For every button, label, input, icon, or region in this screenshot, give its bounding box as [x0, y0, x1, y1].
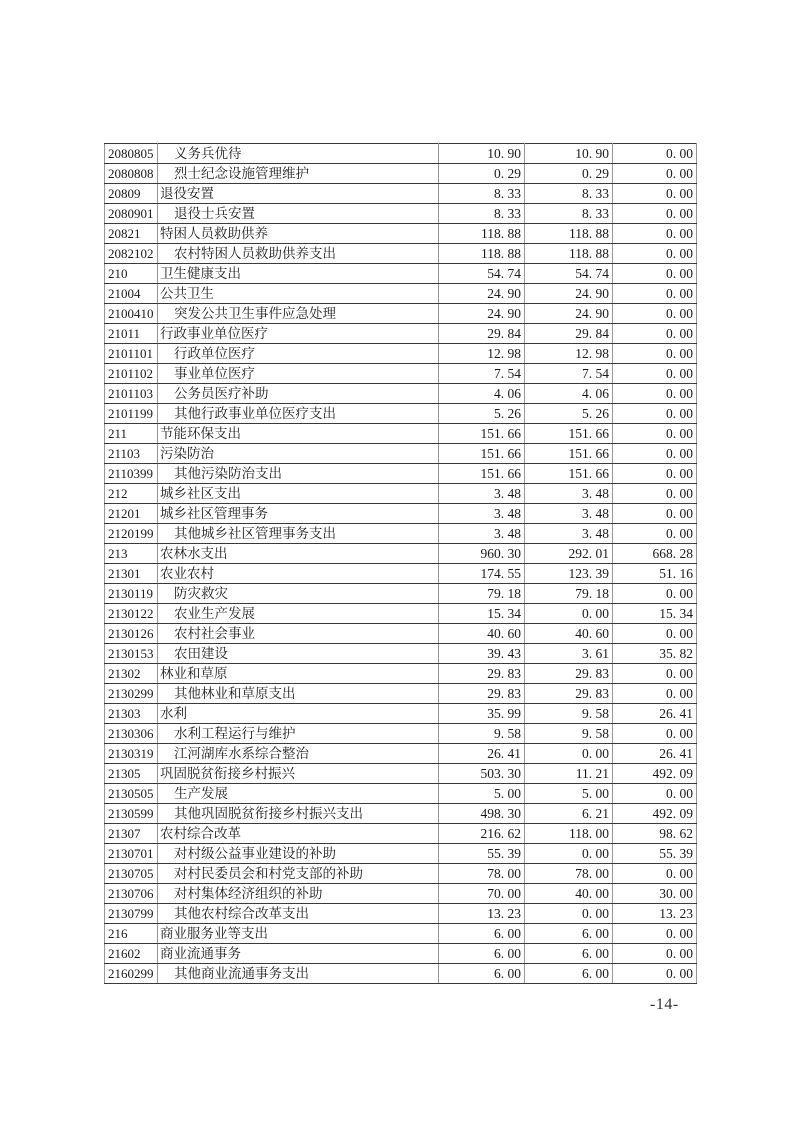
row-value-2: 6. 00	[525, 944, 613, 964]
row-value-2: 0. 00	[525, 744, 613, 764]
row-value-2: 0. 29	[525, 164, 613, 184]
row-name: 污染防治	[158, 444, 439, 464]
row-value-1: 6. 00	[439, 924, 525, 944]
row-value-2: 40. 60	[525, 624, 613, 644]
row-value-1: 79. 18	[439, 584, 525, 604]
table-row	[105, 304, 697, 324]
table-row	[105, 424, 697, 444]
row-value-3: 0. 00	[613, 464, 697, 484]
row-code: 2130299	[105, 684, 158, 704]
row-value-1: 13. 23	[439, 904, 525, 924]
row-value-3: 0. 00	[613, 864, 697, 884]
row-value-3: 15. 34	[613, 604, 697, 624]
row-code: 2130505	[105, 784, 158, 804]
row-value-2: 151. 66	[525, 464, 613, 484]
row-code: 2130306	[105, 724, 158, 744]
row-value-2: 29. 83	[525, 664, 613, 684]
table-row	[105, 684, 697, 704]
row-code: 2100410	[105, 304, 158, 324]
row-code: 2130153	[105, 644, 158, 664]
row-value-3: 0. 00	[613, 724, 697, 744]
row-code: 2160299	[105, 964, 158, 984]
table-row	[105, 144, 697, 164]
row-value-1: 151. 66	[439, 424, 525, 444]
row-name: 节能环保支出	[158, 424, 439, 444]
table-row	[105, 264, 697, 284]
table-row	[105, 884, 697, 904]
row-value-3: 0. 00	[613, 204, 697, 224]
row-value-2: 78. 00	[525, 864, 613, 884]
row-value-1: 39. 43	[439, 644, 525, 664]
row-name: 农村综合改革	[158, 824, 439, 844]
row-value-3: 0. 00	[613, 424, 697, 444]
row-value-3: 0. 00	[613, 144, 697, 164]
row-code: 211	[105, 424, 158, 444]
row-value-1: 6. 00	[439, 964, 525, 984]
table-row	[105, 364, 697, 384]
row-value-2: 151. 66	[525, 424, 613, 444]
row-value-3: 0. 00	[613, 384, 697, 404]
page-number: -14-	[650, 996, 679, 1013]
row-value-3: 30. 00	[613, 884, 697, 904]
budget-table-body	[105, 144, 697, 984]
table-row	[105, 944, 697, 964]
row-value-2: 0. 00	[525, 604, 613, 624]
row-code: 216	[105, 924, 158, 944]
budget-table	[104, 143, 697, 984]
row-value-1: 8. 33	[439, 204, 525, 224]
row-value-2: 3. 61	[525, 644, 613, 664]
row-value-3: 0. 00	[613, 784, 697, 804]
row-value-1: 5. 26	[439, 404, 525, 424]
row-value-1: 960. 30	[439, 544, 525, 564]
row-value-1: 498. 30	[439, 804, 525, 824]
table-row	[105, 764, 697, 784]
row-value-3: 492. 09	[613, 804, 697, 824]
row-code: 21303	[105, 704, 158, 724]
row-code: 2101199	[105, 404, 158, 424]
table-row	[105, 844, 697, 864]
row-value-2: 29. 83	[525, 684, 613, 704]
row-name: 对村集体经济组织的补助	[158, 884, 439, 904]
table-row	[105, 584, 697, 604]
row-name: 其他农村综合改革支出	[158, 904, 439, 924]
table-row	[105, 504, 697, 524]
row-value-2: 24. 90	[525, 304, 613, 324]
table-row	[105, 164, 697, 184]
row-value-2: 12. 98	[525, 344, 613, 364]
row-value-3: 0. 00	[613, 924, 697, 944]
row-name: 水利工程运行与维护	[158, 724, 439, 744]
table-row	[105, 604, 697, 624]
row-value-2: 118. 88	[525, 244, 613, 264]
table-row	[105, 324, 697, 344]
table-row	[105, 644, 697, 664]
row-name: 退役士兵安置	[158, 204, 439, 224]
row-code: 2130799	[105, 904, 158, 924]
row-value-2: 0. 00	[525, 844, 613, 864]
row-value-3: 0. 00	[613, 944, 697, 964]
row-code: 2130119	[105, 584, 158, 604]
row-code: 2101101	[105, 344, 158, 364]
row-value-3: 0. 00	[613, 364, 697, 384]
row-code: 210	[105, 264, 158, 284]
row-name: 其他污染防治支出	[158, 464, 439, 484]
row-value-2: 10. 90	[525, 144, 613, 164]
row-code: 213	[105, 544, 158, 564]
row-name: 水利	[158, 704, 439, 724]
row-value-3: 0. 00	[613, 304, 697, 324]
row-name: 突发公共卫生事件应急处理	[158, 304, 439, 324]
row-name: 其他巩固脱贫衔接乡村振兴支出	[158, 804, 439, 824]
row-code: 212	[105, 484, 158, 504]
row-value-1: 5. 00	[439, 784, 525, 804]
row-code: 2080901	[105, 204, 158, 224]
row-value-3: 35. 82	[613, 644, 697, 664]
table-row	[105, 464, 697, 484]
row-value-1: 29. 83	[439, 684, 525, 704]
row-name: 公共卫生	[158, 284, 439, 304]
table-row	[105, 804, 697, 824]
row-code: 2130599	[105, 804, 158, 824]
row-name: 其他行政事业单位医疗支出	[158, 404, 439, 424]
row-value-2: 24. 90	[525, 284, 613, 304]
row-value-2: 6. 00	[525, 924, 613, 944]
row-name: 事业单位医疗	[158, 364, 439, 384]
row-value-3: 0. 00	[613, 664, 697, 684]
row-code: 2130705	[105, 864, 158, 884]
row-value-1: 24. 90	[439, 284, 525, 304]
table-row	[105, 704, 697, 724]
row-value-2: 3. 48	[525, 524, 613, 544]
row-name: 商业服务业等支出	[158, 924, 439, 944]
row-value-3: 51. 16	[613, 564, 697, 584]
row-value-2: 151. 66	[525, 444, 613, 464]
row-value-3: 0. 00	[613, 964, 697, 984]
row-value-1: 24. 90	[439, 304, 525, 324]
table-row	[105, 204, 697, 224]
row-code: 21004	[105, 284, 158, 304]
row-value-2: 9. 58	[525, 724, 613, 744]
row-name: 农业农村	[158, 564, 439, 584]
row-code: 21201	[105, 504, 158, 524]
table-row	[105, 564, 697, 584]
row-code: 2120199	[105, 524, 158, 544]
row-value-2: 0. 00	[525, 904, 613, 924]
row-code: 2130319	[105, 744, 158, 764]
row-value-2: 292. 01	[525, 544, 613, 564]
row-code: 21011	[105, 324, 158, 344]
row-name: 农田建设	[158, 644, 439, 664]
row-value-3: 0. 00	[613, 484, 697, 504]
row-value-2: 3. 48	[525, 484, 613, 504]
row-value-2: 5. 26	[525, 404, 613, 424]
row-value-2: 6. 21	[525, 804, 613, 824]
row-value-2: 7. 54	[525, 364, 613, 384]
row-code: 21305	[105, 764, 158, 784]
row-value-2: 8. 33	[525, 204, 613, 224]
row-value-1: 9. 58	[439, 724, 525, 744]
row-value-3: 0. 00	[613, 284, 697, 304]
row-value-3: 0. 00	[613, 684, 697, 704]
row-code: 2130126	[105, 624, 158, 644]
row-name: 农业生产发展	[158, 604, 439, 624]
row-name: 公务员医疗补助	[158, 384, 439, 404]
row-value-3: 13. 23	[613, 904, 697, 924]
row-value-3: 55. 39	[613, 844, 697, 864]
row-value-3: 0. 00	[613, 184, 697, 204]
row-name: 林业和草原	[158, 664, 439, 684]
row-value-1: 78. 00	[439, 864, 525, 884]
row-value-3: 0. 00	[613, 584, 697, 604]
row-value-2: 118. 00	[525, 824, 613, 844]
row-name: 其他林业和草原支出	[158, 684, 439, 704]
row-code: 2130122	[105, 604, 158, 624]
row-name: 商业流通事务	[158, 944, 439, 964]
row-name: 卫生健康支出	[158, 264, 439, 284]
row-value-1: 174. 55	[439, 564, 525, 584]
table-row	[105, 484, 697, 504]
row-name: 农村特困人员救助供养支出	[158, 244, 439, 264]
row-name: 其他商业流通事务支出	[158, 964, 439, 984]
row-value-1: 55. 39	[439, 844, 525, 864]
row-value-1: 4. 06	[439, 384, 525, 404]
table-row	[105, 224, 697, 244]
row-value-1: 15. 34	[439, 604, 525, 624]
row-value-3: 0. 00	[613, 244, 697, 264]
row-value-1: 54. 74	[439, 264, 525, 284]
row-value-2: 54. 74	[525, 264, 613, 284]
row-name: 义务兵优待	[158, 144, 439, 164]
row-name: 农村社会事业	[158, 624, 439, 644]
row-value-2: 29. 84	[525, 324, 613, 344]
row-value-3: 0. 00	[613, 264, 697, 284]
row-value-1: 151. 66	[439, 444, 525, 464]
table-row	[105, 784, 697, 804]
row-value-3: 26. 41	[613, 744, 697, 764]
row-name: 江河湖库水系综合整治	[158, 744, 439, 764]
row-value-3: 668. 28	[613, 544, 697, 564]
row-value-2: 8. 33	[525, 184, 613, 204]
row-value-3: 0. 00	[613, 324, 697, 344]
row-code: 2101102	[105, 364, 158, 384]
row-code: 21302	[105, 664, 158, 684]
row-value-3: 0. 00	[613, 164, 697, 184]
row-value-2: 9. 58	[525, 704, 613, 724]
row-name: 城乡社区管理事务	[158, 504, 439, 524]
row-value-1: 3. 48	[439, 484, 525, 504]
row-value-2: 123. 39	[525, 564, 613, 584]
row-value-2: 11. 21	[525, 764, 613, 784]
row-value-3: 0. 00	[613, 444, 697, 464]
table-row	[105, 824, 697, 844]
row-name: 其他城乡社区管理事务支出	[158, 524, 439, 544]
row-value-2: 79. 18	[525, 584, 613, 604]
row-value-3: 0. 00	[613, 404, 697, 424]
row-name: 生产发展	[158, 784, 439, 804]
row-value-1: 6. 00	[439, 944, 525, 964]
row-code: 2082102	[105, 244, 158, 264]
row-name: 城乡社区支出	[158, 484, 439, 504]
table-row	[105, 184, 697, 204]
row-name: 退役安置	[158, 184, 439, 204]
row-name: 防灾救灾	[158, 584, 439, 604]
row-value-3: 492. 09	[613, 764, 697, 784]
row-value-1: 70. 00	[439, 884, 525, 904]
row-value-3: 0. 00	[613, 524, 697, 544]
row-name: 对村民委员会和村党支部的补助	[158, 864, 439, 884]
table-row	[105, 344, 697, 364]
row-value-3: 26. 41	[613, 704, 697, 724]
table-row	[105, 384, 697, 404]
row-value-3: 0. 00	[613, 344, 697, 364]
row-value-1: 118. 88	[439, 244, 525, 264]
table-row	[105, 664, 697, 684]
table-row	[105, 244, 697, 264]
row-value-1: 0. 29	[439, 164, 525, 184]
row-code: 2080808	[105, 164, 158, 184]
table-row	[105, 864, 697, 884]
row-value-1: 12. 98	[439, 344, 525, 364]
row-code: 20809	[105, 184, 158, 204]
row-code: 21103	[105, 444, 158, 464]
row-code: 21602	[105, 944, 158, 964]
row-name: 行政单位医疗	[158, 344, 439, 364]
row-value-2: 6. 00	[525, 964, 613, 984]
row-value-2: 4. 06	[525, 384, 613, 404]
table-row	[105, 924, 697, 944]
table-row	[105, 284, 697, 304]
table-row	[105, 404, 697, 424]
row-code: 2130706	[105, 884, 158, 904]
row-value-1: 216. 62	[439, 824, 525, 844]
row-value-2: 40. 00	[525, 884, 613, 904]
row-value-2: 118. 88	[525, 224, 613, 244]
row-value-1: 8. 33	[439, 184, 525, 204]
row-value-3: 0. 00	[613, 224, 697, 244]
row-name: 烈士纪念设施管理维护	[158, 164, 439, 184]
row-value-2: 5. 00	[525, 784, 613, 804]
table-row	[105, 624, 697, 644]
row-value-1: 10. 90	[439, 144, 525, 164]
row-value-1: 151. 66	[439, 464, 525, 484]
row-code: 20821	[105, 224, 158, 244]
table-row	[105, 524, 697, 544]
row-value-3: 0. 00	[613, 624, 697, 644]
row-code: 2130701	[105, 844, 158, 864]
row-value-3: 98. 62	[613, 824, 697, 844]
row-name: 农林水支出	[158, 544, 439, 564]
row-value-1: 3. 48	[439, 524, 525, 544]
table-row	[105, 544, 697, 564]
row-value-1: 3. 48	[439, 504, 525, 524]
row-value-1: 29. 83	[439, 664, 525, 684]
table-row	[105, 724, 697, 744]
row-code: 21307	[105, 824, 158, 844]
row-value-1: 29. 84	[439, 324, 525, 344]
table-row	[105, 444, 697, 464]
table-row	[105, 744, 697, 764]
row-code: 2080805	[105, 144, 158, 164]
row-value-2: 3. 48	[525, 504, 613, 524]
row-name: 巩固脱贫衔接乡村振兴	[158, 764, 439, 784]
row-code: 21301	[105, 564, 158, 584]
row-value-1: 35. 99	[439, 704, 525, 724]
table-row	[105, 964, 697, 984]
row-name: 行政事业单位医疗	[158, 324, 439, 344]
row-value-1: 40. 60	[439, 624, 525, 644]
row-value-1: 7. 54	[439, 364, 525, 384]
row-code: 2110399	[105, 464, 158, 484]
table-row	[105, 904, 697, 924]
row-value-1: 503. 30	[439, 764, 525, 784]
row-value-1: 118. 88	[439, 224, 525, 244]
row-value-1: 26. 41	[439, 744, 525, 764]
row-code: 2101103	[105, 384, 158, 404]
row-value-3: 0. 00	[613, 504, 697, 524]
row-name: 特困人员救助供养	[158, 224, 439, 244]
row-name: 对村级公益事业建设的补助	[158, 844, 439, 864]
